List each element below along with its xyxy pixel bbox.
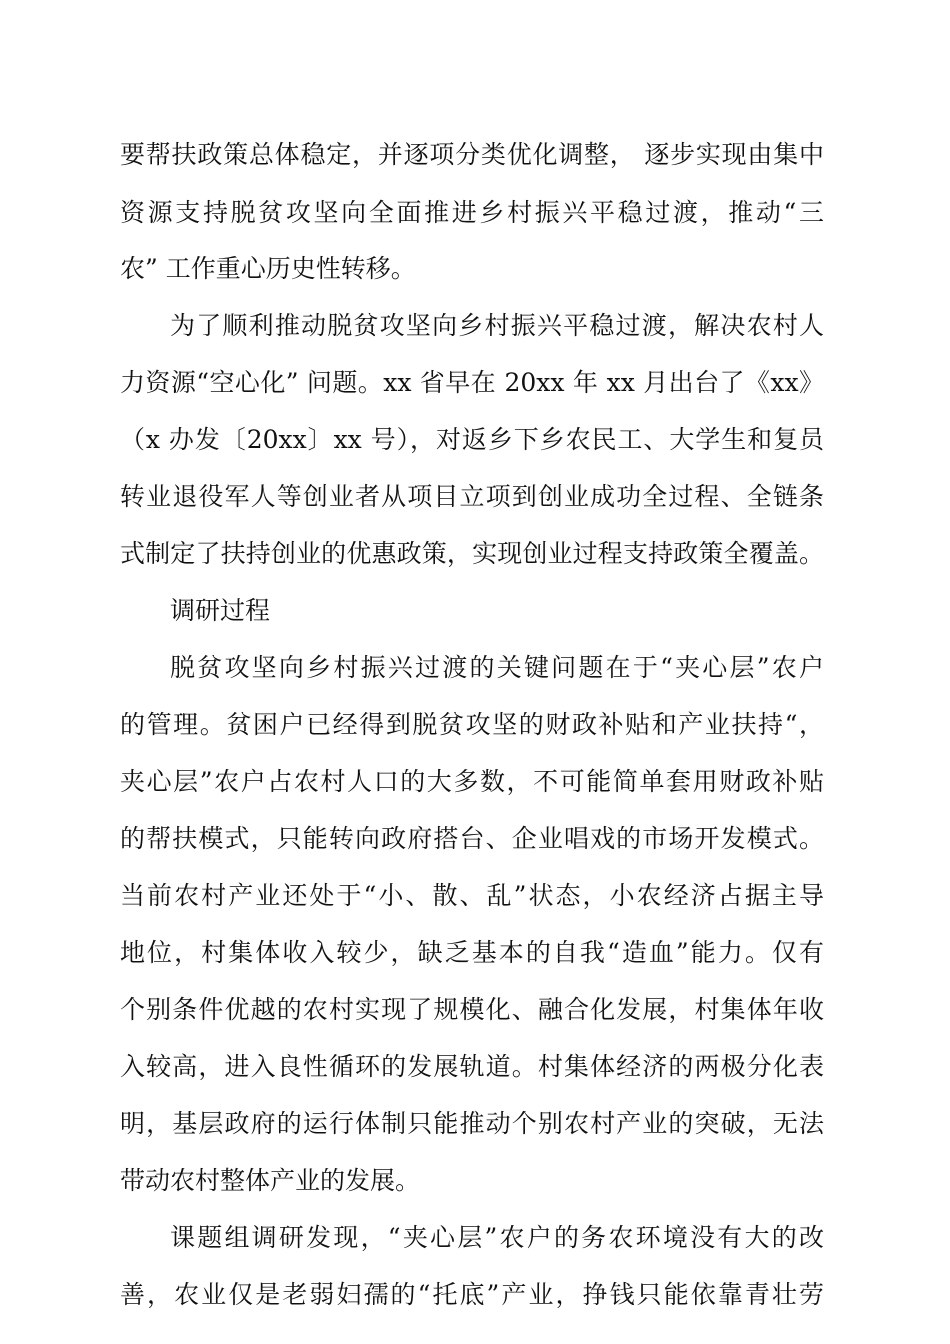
paragraph-3-line-8: 入较高，进入良性循环的发展轨道。村集体经济的两极分化表 (120, 1052, 824, 1081)
paragraph-1-line-1: 要帮扶政策总体稳定，并逐项分类优化调整， 逐步实现由集中 (120, 140, 824, 169)
paragraph-3-line-1: 脱贫攻坚向乡村振兴过渡的关键问题在于“夹心层”农户 (170, 653, 824, 682)
paragraph-3-line-9: 明，基层政府的运行体制只能推动个别农村产业的突破，无法 (120, 1109, 824, 1138)
section-heading: 调研过程 (170, 596, 271, 625)
paragraph-3-line-4: 的帮扶模式，只能转向政府搭台、企业唱戏的市场开发模式。 (120, 824, 824, 853)
paragraph-3-line-2: 的管理。贫困户已经得到脱贫攻坚的财政补贴和产业扶持“， (120, 710, 824, 739)
paragraph-3-line-5: 当前农村产业还处于“小、散、乱”状态，小农经济占据主导 (120, 881, 824, 910)
paragraph-1-line-3: 农” 工作重心历史性转移。 (120, 254, 416, 283)
paragraph-1-line-2: 资源支持脱贫攻坚向全面推进乡村振兴平稳过渡，推动“三 (120, 198, 824, 227)
paragraph-3-line-7: 个别条件优越的农村实现了规模化、融合化发展，村集体年收 (120, 995, 824, 1024)
paragraph-3-line-3: 夹心层”农户占农村人口的大多数，不可能简单套用财政补贴 (120, 767, 824, 796)
paragraph-2-line-3: （x 办发〔20xx〕xx 号），对返乡下乡农民工、大学生和复员 (120, 425, 824, 454)
paragraph-3-line-6: 地位，村集体收入较少，缺乏基本的自我“造血”能力。仅有 (120, 938, 824, 967)
paragraph-4-line-1: 课题组调研发现，“夹心层”农户的务农环境没有大的改 (170, 1223, 824, 1252)
paragraph-4-line-2: 善，农业仅是老弱妇孺的“托底”产业，挣钱只能依靠青壮劳 (120, 1280, 824, 1309)
paragraph-2-line-5: 式制定了扶持创业的优惠政策，实现创业过程支持政策全覆盖。 (120, 539, 824, 568)
paragraph-3-line-10: 带动农村整体产业的发展。 (120, 1166, 421, 1195)
paragraph-2-line-4: 转业退役军人等创业者从项目立项到创业成功全过程、全链条 (120, 482, 824, 511)
paragraph-2-line-2: 力资源“空心化” 问题。xx 省早在 20xx 年 xx 月出台了《xx》 (120, 368, 824, 397)
paragraph-2-line-1: 为了顺利推动脱贫攻坚向乡村振兴平稳过渡，解决农村人 (170, 311, 824, 340)
